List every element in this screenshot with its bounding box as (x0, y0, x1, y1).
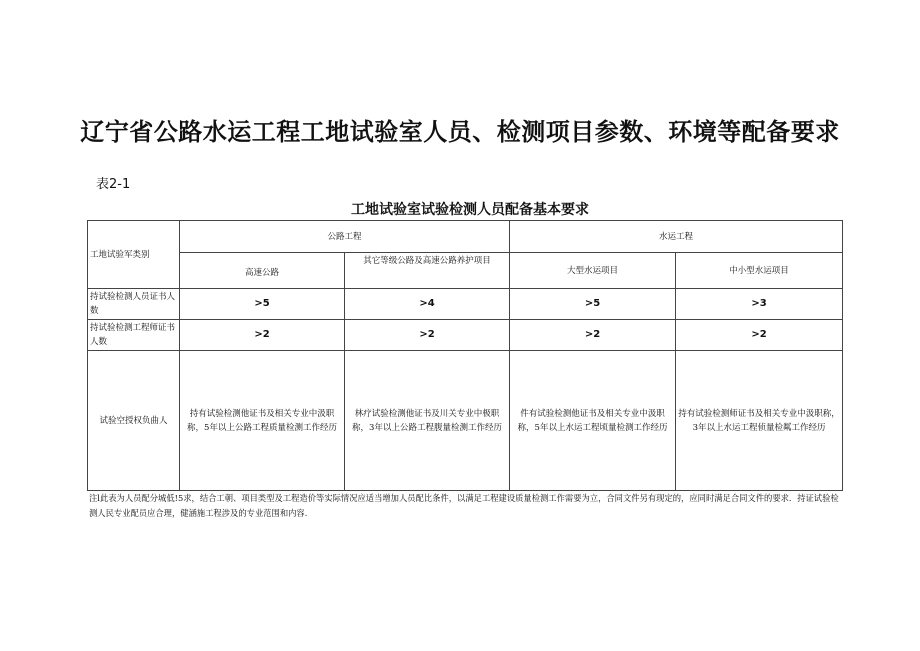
cell-text: 林疗试验检测他证书及川关专业中极职称，3年以上公路工程腹量检测工作经历 (345, 351, 510, 491)
table-header-row (88, 221, 843, 253)
table-footnote: 注l此表为人员配分城低!5求，结合工朝、项目类型及工程造价等实际情况应适当增加人员配比条件，以满足工程建设质量检测工作需要为立，合同文件另有现定的，应同时满足合同文件的要求．持证试验检测人民专业配员应合理，健涵施工程涉及的专业范围和内容. (89, 493, 839, 518)
cell-value: >2 (510, 320, 676, 351)
row-header-category: 工地试验军类别 (88, 221, 180, 289)
cell-value: >5 (510, 289, 676, 320)
table-number: 表2-1 (96, 177, 131, 192)
document-title: 辽宁省公路水运工程工地试验室人员、检测项目参数、环境等配备要求 (80, 118, 840, 146)
cell-text: 持有试验检测师证书及相关专业中汲职称，3年以上水运工程侦量检粼工作经历 (676, 351, 843, 491)
table-subheader-row (88, 253, 843, 289)
cell-value: >2 (345, 320, 510, 351)
row-label-authorized-lead: 试验空授权负曲人 (88, 351, 180, 491)
group-header-highway: 公路工程 (180, 221, 510, 253)
cell-text: 持有试验检测他证书及相关专业中汲职称，5年以上公路工程质量检测工作经历 (180, 351, 345, 491)
requirements-table (87, 220, 843, 491)
group-header-water: 水运工程 (510, 221, 843, 253)
cell-text: 件有试验检测他证书及相关专业中汲职称，5年以上水运工程顷量检测工作经历 (510, 351, 676, 491)
cell-value: >3 (676, 289, 843, 320)
subheader-expressway: 高速公路 (180, 253, 345, 289)
subheader-large-water: 大型水运项目 (510, 253, 676, 289)
subheader-small-water: 中小型水运项目 (676, 253, 843, 289)
subheader-other-roads: 其它等级公路及高速公路养护项目 (345, 253, 510, 289)
row-label-certified-engineers: 持试验检测工程师证书人数 (88, 320, 180, 351)
table-row (88, 320, 843, 351)
cell-value: >2 (180, 320, 345, 351)
cell-value: >2 (676, 320, 843, 351)
row-label-certified-staff: 持试验检测人员证书人数 (88, 289, 180, 320)
table-title: 工地试验室试验检测人员配备基本要求 (351, 202, 589, 218)
cell-value: >5 (180, 289, 345, 320)
table-row (88, 351, 843, 491)
cell-value: >4 (345, 289, 510, 320)
table-row (88, 289, 843, 320)
